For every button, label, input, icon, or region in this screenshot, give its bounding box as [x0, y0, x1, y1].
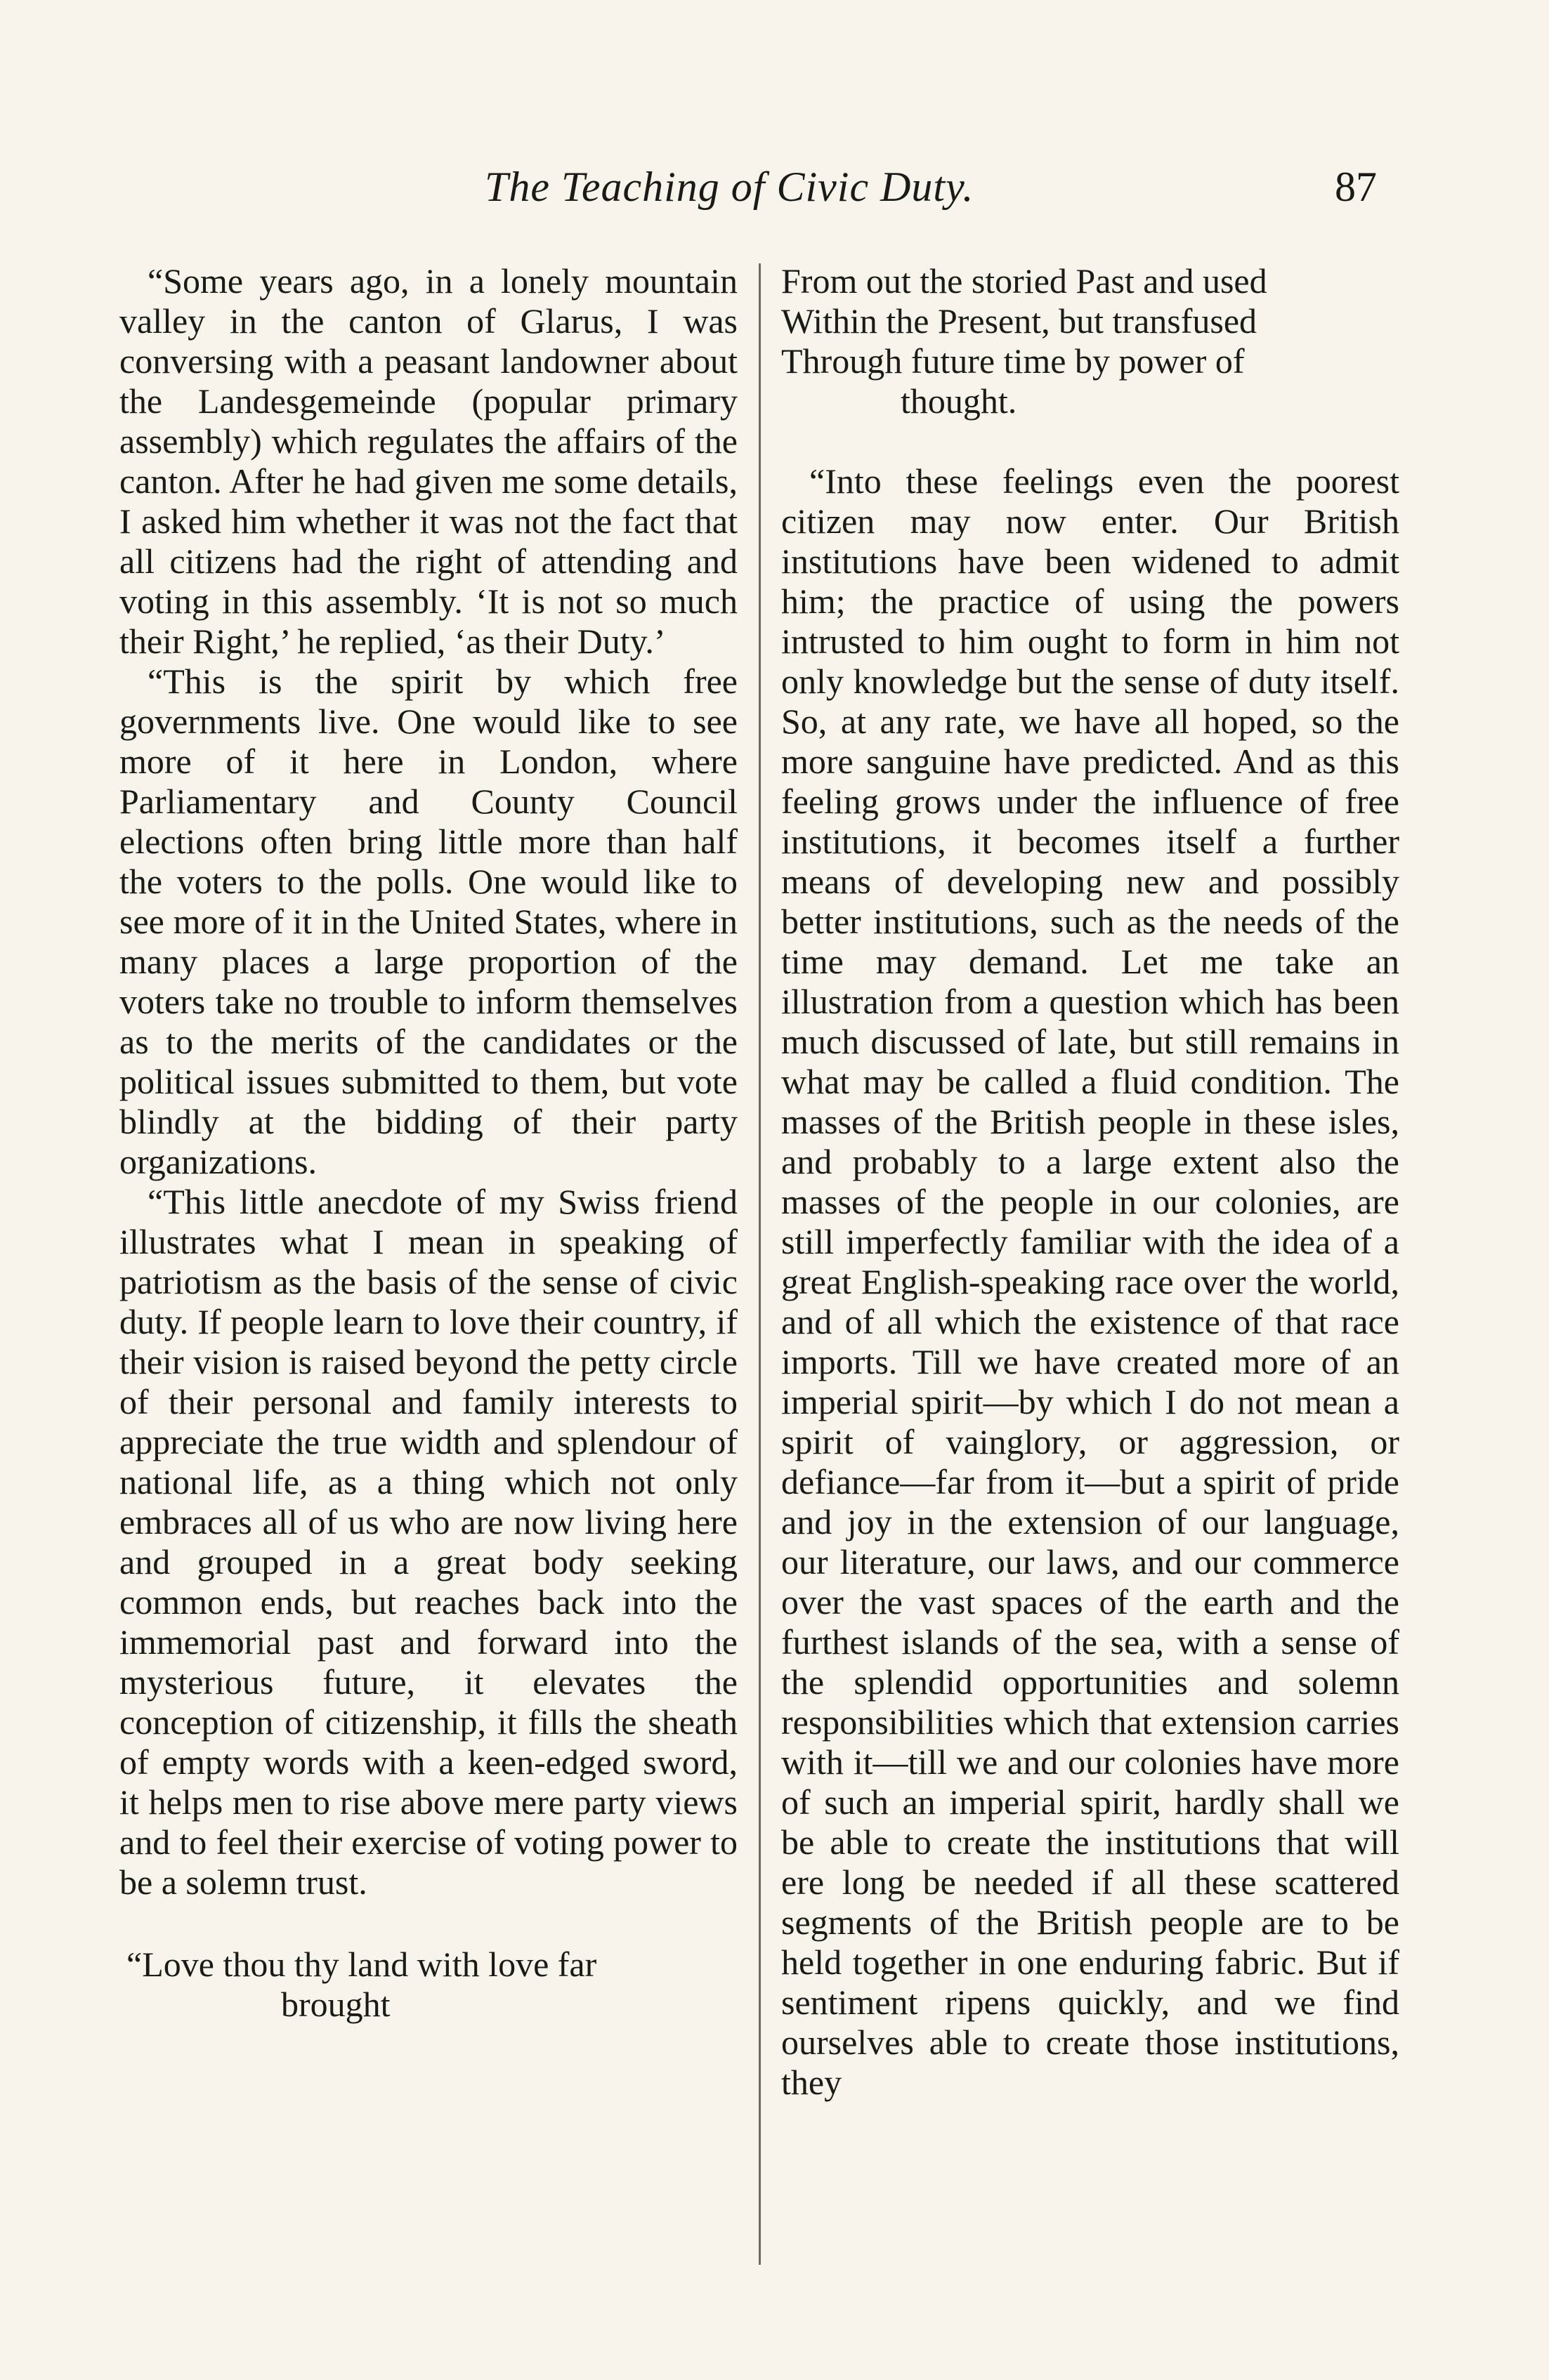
verse-line: Through future time by power of: [781, 341, 1245, 381]
paragraph-landesgemeinde: “Some years ago, in a lonely mountain valley in the canton of Glarus, I was conversing with a peasant landowner about the Landesgemeinde (popular primary assembly) which regulates the affairs of the canton. After he had given me some details, I asked him whether it was not the fact that all citizens had the right of attending and voting in this assembly. ‘It is not so much their Right,’ he replied, ‘as their Duty.’: [119, 261, 738, 661]
verse-line: From out the storied Past and used: [781, 261, 1267, 301]
column-divider: [759, 263, 761, 2265]
verse-quote-start: [119, 1945, 738, 2025]
running-header: [0, 163, 1549, 219]
page-number: 87: [1335, 164, 1377, 210]
left-column: [119, 261, 738, 2025]
verse-line: “Love thou thy land with love far: [126, 1945, 597, 1984]
verse-quote-continued: [781, 261, 1399, 421]
verse-line: brought: [281, 1985, 391, 2024]
paragraph-imperial-spirit: “Into these feelings even the poorest citizen may now enter. Our British institutions have been widened to admit him; the practice of using the powers intrusted to him ought to form in him not only knowledge but the sense of duty itself. So, at any rate, we have all hoped, so the more sanguine have predicted. And as this feeling grows under the influence of free institutions, it becomes itself a further means of developing new and possibly better institutions, such as the needs of the time may demand. Let me take an illustration from a question which has been much discussed of late, but still remains in what may be called a fluid condition. The masses of the British people in these isles, and probably to a large extent also the masses of the people in our colonies, are still imperfectly familiar with the idea of a great English-speaking race over the world, and of all which the existence of that race imports. Till we have created more of an imperial spirit—by which I do not mean a spirit of vainglory, or aggression, or defiance—far from it—but a spirit of pride and joy in the extension of our language, our literature, our laws, and our commerce over the vast spaces of the earth and the furthest islands of the sea, with a sense of the splendid opportunities and solemn responsibilities which that extension carries with it—till we and our colonies have more of such an imperial spirit, hardly shall we be able to create the institutions that will ere long be needed if all these scattered segments of the British people are to be held together in one enduring fabric. But if sentiment ripens quickly, and we find ourselves able to create those institutions, they: [781, 461, 1399, 2102]
verse-line: thought.: [901, 381, 1017, 421]
paragraph-free-governments: “This is the spirit by which free governments live. One would like to see more of it here in London, where Parliamentary and County Council elections often bring little more than half the voters to the polls. One would like to see more of it in the United States, where in many places a large proportion of the voters take no trouble to inform themselves as to the merits of the candidates or the political issues submitted to them, but vote blindly at the bidding of their party organizations.: [119, 662, 738, 1181]
right-column: [781, 261, 1399, 2103]
paragraph-swiss-anecdote: “This little anecdote of my Swiss friend illustrates what I mean in speaking of patriotism as the basis of the sense of civic duty. If people learn to love their country, if their vision is raised beyond the petty circle of their personal and family interests to appreciate the true width and splendour of national life, as a thing which not only embraces all of us who are now living here and grouped in a great body seeking common ends, but reaches back into the immemorial past and forward into the mysterious future, it elevates the conception of citizenship, it fills the sheath of empty words with a keen-edged sword, it helps men to rise above mere party views and to feel their exercise of voting power to be a solemn trust.: [119, 1182, 738, 1902]
running-title: The Teaching of Civic Duty.: [485, 164, 974, 210]
verse-line: Within the Present, but transfused: [781, 301, 1257, 341]
